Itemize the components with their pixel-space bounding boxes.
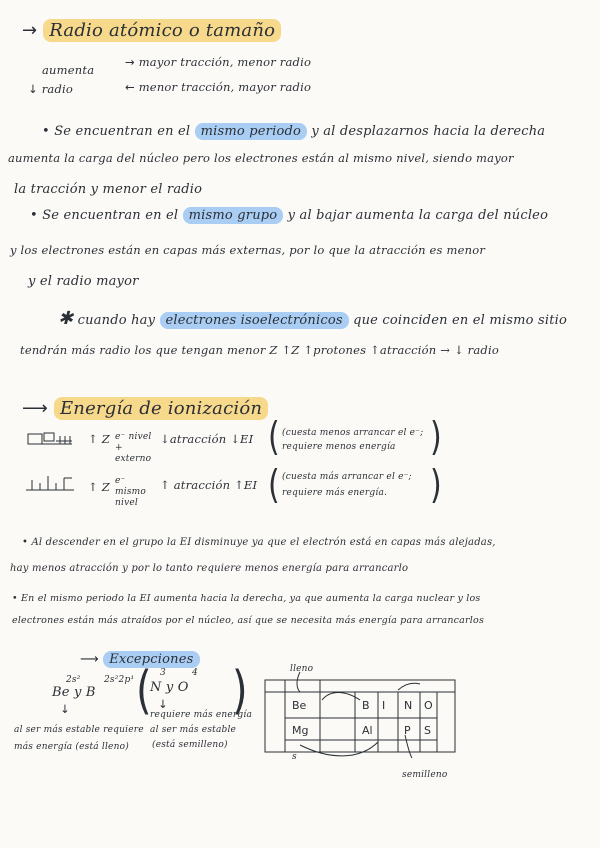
n-o-brace-right: ) — [232, 661, 248, 721]
right-note-3: (está semilleno) — [152, 740, 228, 750]
table-cell-c: I — [382, 699, 386, 712]
n-conf: 3 — [160, 668, 166, 678]
right-arrow-icon: → — [125, 55, 135, 69]
y-text: y — [74, 685, 82, 700]
star-icon: ✱ — [58, 308, 74, 329]
note-line-2: tendrán más radio los que tengan menor Z ↑Z ↑protones ↑atracción → ↓ radio — [20, 343, 499, 357]
row2-brace-left: ( — [268, 462, 280, 509]
table-cell-n: N — [404, 699, 413, 712]
row2-brace-1: (cuesta más arrancar el e⁻; — [282, 472, 412, 482]
bullet-2-highlight: mismo grupo — [183, 207, 284, 224]
bullet-3-line-2: hay menos atracción y por lo tanto requiere menos energía para arrancarlo — [10, 563, 409, 574]
o-conf: 4 — [192, 668, 198, 678]
row2-brace-right: ) — [430, 462, 442, 509]
radio-line-1-text: mayor tracción, menor radio — [138, 55, 312, 69]
n-o-brace-left: ( — [136, 661, 152, 721]
note-post: que coinciden en el mismo sitio — [353, 313, 568, 328]
row1-mid: ↓atracción ↓EI — [160, 432, 254, 446]
bullet-2-line-3: y el radio mayor — [28, 274, 139, 289]
row2-sub: e⁻ mismo nivel — [115, 476, 146, 508]
lleno-label: lleno — [290, 664, 314, 674]
bullet-2-pre: • Se encuentran en el — [30, 208, 179, 223]
note-highlight: electrones isoelectrónicos — [160, 312, 349, 329]
arrow-icon: ⟶ — [22, 398, 49, 419]
bullet-1-pre: • Se encuentran en el — [42, 124, 191, 139]
be-conf: 2s² — [66, 675, 81, 685]
be-symbol: Be — [52, 685, 70, 700]
table-cell-be: Be — [292, 699, 307, 712]
row1-brace-right: ) — [430, 414, 442, 461]
table-cell-b: B — [362, 699, 370, 712]
bullet-1-post: y al desplazarnos hacia la derecha — [311, 124, 546, 139]
down-arrow-icon: ↓ — [158, 697, 168, 711]
table-cell-p: P — [404, 724, 411, 737]
bullet-1-line-2: aumenta la carga del núcleo pero los electrones están al mismo nivel, siendo mayor — [8, 151, 514, 165]
table-cell-al: Al — [362, 724, 373, 737]
left-note-1: al ser más estable requiere — [14, 725, 144, 735]
table-cell-o: O — [424, 699, 433, 712]
bullet-1-highlight: mismo periodo — [195, 123, 307, 140]
bullet-4-line-1: • En el mismo periodo la EI aumenta hacia la derecha, ya que aumenta la carga nuclear y los — [12, 593, 481, 604]
table-cell-s: S — [424, 724, 431, 737]
table-cell-mg: Mg — [292, 724, 309, 737]
b-conf: 2s²2p¹ — [104, 675, 135, 685]
row1-brace-left: ( — [268, 414, 280, 461]
semilleno-label: semilleno — [402, 770, 448, 780]
left-note-2: más energía (está lleno) — [14, 742, 129, 752]
b-symbol: B — [85, 685, 96, 700]
row1-brace-1: (cuesta menos arrancar el e⁻; — [282, 428, 424, 438]
aumenta-label: aumenta — [42, 63, 95, 77]
section-title-ionizacion: Energía de ionización — [54, 397, 268, 420]
radio-line-2-text: menor tracción, mayor radio — [138, 80, 312, 94]
bullet-1-line-3: la tracción y menor el radio — [14, 182, 203, 197]
row2-brace-2: requiere más energía. — [282, 488, 388, 498]
be-b-row — [52, 685, 96, 700]
right-note-2: al ser más estable — [150, 725, 237, 735]
row1-brace-2: requiere menos energía — [282, 442, 396, 452]
row1-sub: e⁻ nivel + externo — [115, 432, 152, 464]
section-title-excepciones: Excepciones — [103, 651, 199, 668]
bullet-2-post: y al bajar aumenta la carga del núcleo — [287, 208, 549, 223]
arrow-icon: ⟶ — [80, 652, 99, 667]
down-arrow-icon: ↓ — [60, 702, 70, 716]
row2-mid: ↑ atracción ↑EI — [160, 478, 258, 492]
bullet-4-line-2: electrones están más atraídos por el núcleo, así que se necesita más energía para arrancarlos — [12, 615, 485, 626]
bullet-3-line-1: • Al descender en el grupo la EI disminuye ya que el electrón está en capas más alejadas, — [22, 537, 496, 548]
bullet-2-line-2: y los electrones están en capas más externas, por lo que la atracción es menor — [10, 243, 486, 257]
n-o-text: N y O — [150, 680, 189, 695]
row2-z: ↑ Z — [88, 480, 110, 494]
right-note-1: requiere más energía — [150, 710, 253, 720]
down-arrow-icon: ↓ — [28, 82, 38, 96]
section-title-radio: Radio atómico o tamaño — [43, 19, 281, 42]
note-pre: cuando hay — [77, 313, 156, 328]
radio-label: radio — [41, 82, 74, 96]
left-arrow-icon: ← — [125, 80, 135, 94]
table-mark: s — [292, 752, 297, 762]
arrow-icon: → — [22, 20, 38, 41]
row1-z: ↑ Z — [88, 432, 110, 446]
